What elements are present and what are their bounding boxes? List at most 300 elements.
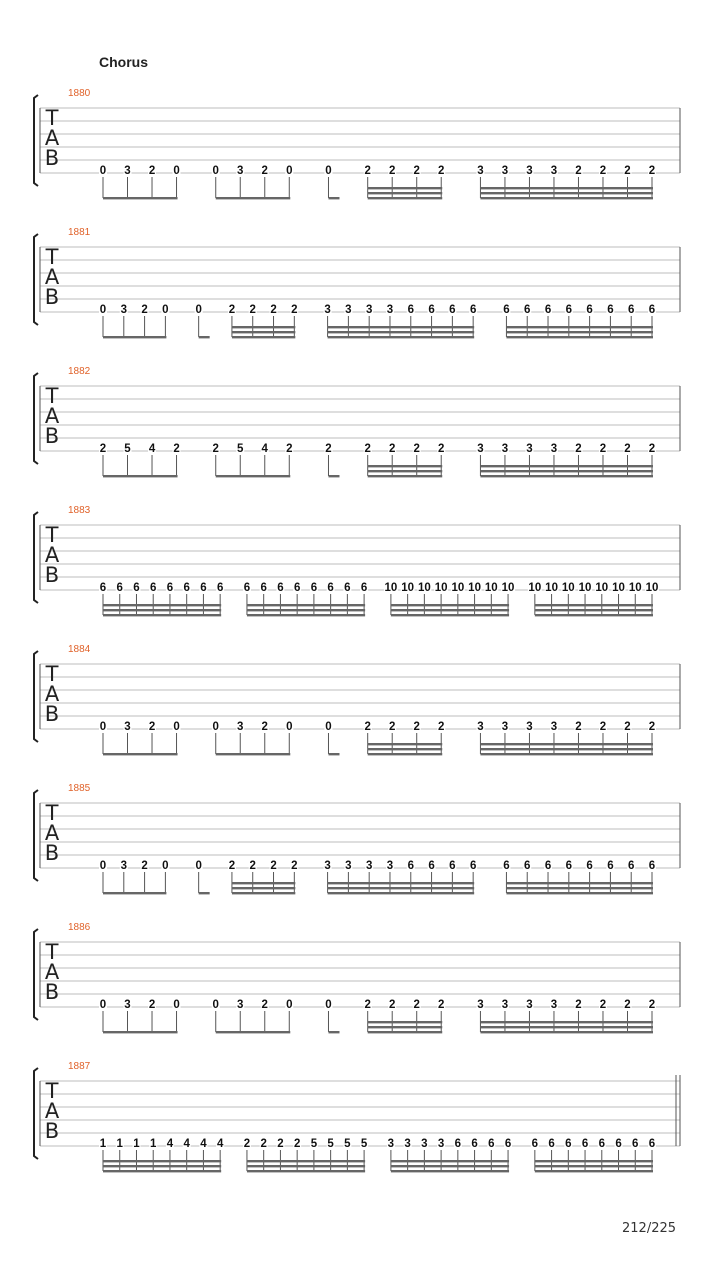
fret-number: 0 — [325, 165, 332, 177]
fret-number: 2 — [648, 999, 656, 1011]
fret-number: 6 — [607, 304, 614, 316]
beam — [480, 748, 653, 750]
fret-number: 0 — [99, 165, 107, 177]
fret-number: 2 — [249, 860, 256, 872]
fret-number: 2 — [648, 165, 656, 177]
fret-number: 2 — [438, 721, 445, 733]
fret-number: 6 — [471, 1138, 478, 1150]
fret-number: 2 — [413, 721, 420, 733]
fret-number: 10 — [528, 582, 542, 594]
beam — [328, 326, 475, 328]
fret-number: 3 — [501, 443, 509, 455]
beam — [103, 1031, 178, 1033]
fret-number: 1 — [99, 1138, 107, 1150]
fret-number: 3 — [345, 304, 352, 316]
fret-number: 6 — [628, 860, 635, 872]
beam — [328, 475, 339, 477]
beam — [328, 887, 475, 889]
tab-clef-letter: A — [44, 404, 60, 428]
fret-number: 3 — [365, 860, 373, 872]
beam — [368, 197, 443, 199]
fret-number: 3 — [526, 721, 533, 733]
fret-number: 3 — [421, 1138, 428, 1150]
section-label: Chorus — [99, 54, 148, 70]
fret-number: 3 — [120, 304, 127, 316]
beam — [232, 336, 295, 338]
beam — [103, 614, 221, 616]
fret-number: 10 — [451, 582, 465, 594]
fret-number: 2 — [413, 165, 420, 177]
fret-number: 2 — [575, 443, 582, 455]
beam — [368, 470, 443, 472]
fret-number: 6 — [648, 1138, 656, 1150]
fret-number: 3 — [124, 165, 131, 177]
fret-number: 4 — [261, 443, 268, 455]
fret-number: 4 — [200, 1138, 207, 1150]
tab-system-1886 — [34, 922, 680, 1033]
fret-number: 0 — [325, 999, 332, 1011]
beam — [480, 1021, 653, 1023]
beam — [199, 892, 210, 894]
beam — [328, 882, 475, 884]
fret-number: 6 — [548, 1138, 555, 1150]
fret-number: 6 — [565, 304, 573, 316]
beam — [247, 614, 365, 616]
fret-number: 6 — [243, 582, 251, 594]
fret-number: 2 — [261, 721, 268, 733]
fret-number: 3 — [550, 999, 558, 1011]
fret-number: 2 — [575, 999, 582, 1011]
beam — [506, 336, 653, 338]
fret-number: 2 — [599, 443, 607, 455]
fret-number: 0 — [99, 860, 107, 872]
beam — [535, 1160, 653, 1162]
fret-number: 10 — [595, 582, 609, 594]
tab-clef-letter: B — [44, 980, 60, 1004]
fret-number: 6 — [327, 582, 334, 594]
tab-system-1884 — [34, 644, 680, 755]
fret-number: 2 — [438, 443, 445, 455]
beam — [328, 197, 339, 199]
fret-number: 3 — [386, 860, 394, 872]
fret-number: 2 — [413, 999, 420, 1011]
beam — [216, 1031, 291, 1033]
fret-number: 2 — [148, 165, 156, 177]
fret-number: 3 — [124, 999, 131, 1011]
fret-number: 6 — [524, 860, 531, 872]
beam — [103, 1165, 221, 1167]
fret-number: 2 — [624, 721, 631, 733]
fret-number: 6 — [586, 304, 593, 316]
system-bracket — [34, 512, 38, 603]
measure-number: 1887 — [68, 1061, 91, 1072]
beam — [103, 1160, 221, 1162]
fret-number: 5 — [344, 1138, 351, 1150]
beam — [328, 1031, 339, 1033]
tab-clef-letter: T — [45, 384, 59, 408]
fret-number: 6 — [293, 582, 301, 594]
measure-number: 1881 — [68, 227, 91, 238]
tab-clef-letter: B — [44, 146, 60, 170]
beam — [391, 1165, 509, 1167]
measure-number: 1885 — [68, 783, 91, 794]
fret-number: 5 — [124, 443, 131, 455]
fret-number: 3 — [237, 165, 244, 177]
beam — [535, 609, 653, 611]
fret-number: 6 — [615, 1138, 622, 1150]
tab-clef-letter: T — [45, 940, 59, 964]
fret-number: 2 — [148, 721, 156, 733]
fret-number: 2 — [648, 721, 656, 733]
tab-clef-letter: B — [44, 702, 60, 726]
beam — [391, 614, 509, 616]
fret-number: 10 — [501, 582, 515, 594]
beam — [368, 192, 443, 194]
beam — [480, 192, 653, 194]
fret-number: 3 — [124, 721, 131, 733]
tab-clef-letter: B — [44, 424, 60, 448]
fret-number: 6 — [260, 582, 267, 594]
fret-number: 2 — [148, 999, 156, 1011]
beam — [506, 331, 653, 333]
fret-number: 6 — [183, 582, 190, 594]
tab-system-1882 — [34, 366, 680, 477]
fret-number: 2 — [599, 721, 607, 733]
fret-number: 6 — [116, 582, 123, 594]
fret-number: 2 — [261, 165, 268, 177]
fret-number: 1 — [133, 1138, 140, 1150]
beam — [247, 604, 365, 606]
fret-number: 3 — [501, 999, 509, 1011]
fret-number: 0 — [99, 999, 107, 1011]
system-bracket — [34, 929, 38, 1020]
beam — [328, 892, 475, 894]
beam — [391, 1160, 509, 1162]
fret-number: 6 — [504, 1138, 512, 1150]
fret-number: 2 — [364, 165, 371, 177]
beam — [199, 336, 210, 338]
fret-number: 2 — [599, 165, 607, 177]
fret-number: 2 — [277, 1138, 284, 1150]
system-bracket — [34, 95, 38, 186]
fret-number: 6 — [581, 1138, 589, 1150]
beam — [216, 197, 291, 199]
fret-number: 6 — [449, 304, 456, 316]
fret-number: 6 — [454, 1138, 462, 1150]
fret-number: 3 — [324, 304, 331, 316]
fret-number: 2 — [624, 165, 631, 177]
fret-number: 2 — [212, 443, 219, 455]
fret-number: 3 — [477, 443, 484, 455]
beam — [535, 1165, 653, 1167]
beam — [232, 326, 295, 328]
fret-number: 6 — [632, 1138, 639, 1150]
fret-number: 6 — [648, 304, 656, 316]
fret-number: 6 — [524, 304, 531, 316]
fret-number: 2 — [141, 860, 148, 872]
fret-number: 2 — [228, 860, 236, 872]
beam — [247, 1170, 365, 1172]
beam — [535, 614, 653, 616]
fret-number: 2 — [438, 999, 445, 1011]
fret-number: 3 — [120, 860, 127, 872]
beam — [480, 465, 653, 467]
beam — [247, 609, 365, 611]
fret-number: 0 — [286, 721, 293, 733]
fret-number: 6 — [565, 860, 573, 872]
fret-number: 6 — [488, 1138, 495, 1150]
fret-number: 6 — [586, 860, 593, 872]
fret-number: 10 — [417, 582, 431, 594]
beam — [103, 1170, 221, 1172]
fret-number: 2 — [389, 165, 396, 177]
beam — [103, 753, 178, 755]
fret-number: 10 — [434, 582, 448, 594]
fret-number: 0 — [99, 721, 107, 733]
fret-number: 6 — [166, 582, 174, 594]
fret-number: 2 — [575, 721, 582, 733]
fret-number: 2 — [228, 304, 236, 316]
fret-number: 10 — [645, 582, 659, 594]
beam — [391, 609, 509, 611]
fret-number: 2 — [99, 443, 107, 455]
tab-system-1881 — [34, 227, 680, 338]
measure-number: 1886 — [68, 922, 91, 933]
beam — [247, 1165, 365, 1167]
fret-number: 6 — [407, 860, 414, 872]
fret-number: 6 — [133, 582, 140, 594]
fret-number: 6 — [531, 1138, 539, 1150]
fret-number: 10 — [612, 582, 625, 594]
tab-clef-letter: B — [44, 563, 60, 587]
fret-number: 0 — [195, 304, 202, 316]
fret-number: 3 — [550, 443, 558, 455]
fret-number: 2 — [293, 1138, 301, 1150]
fret-number: 0 — [173, 721, 180, 733]
fret-number: 6 — [428, 304, 435, 316]
fret-number: 3 — [404, 1138, 411, 1150]
measure-number: 1880 — [68, 88, 91, 99]
fret-number: 0 — [173, 165, 180, 177]
fret-number: 0 — [325, 721, 332, 733]
beam — [103, 197, 178, 199]
fret-number: 3 — [237, 721, 244, 733]
tab-clef-letter: T — [45, 523, 59, 547]
fret-number: 6 — [565, 1138, 572, 1150]
fret-number: 0 — [162, 304, 169, 316]
fret-number: 2 — [260, 1138, 267, 1150]
fret-number: 6 — [628, 304, 635, 316]
fret-number: 3 — [550, 721, 558, 733]
beam — [506, 892, 653, 894]
beam — [480, 197, 653, 199]
beam — [391, 1170, 509, 1172]
beam — [232, 892, 295, 894]
system-bracket — [34, 651, 38, 742]
tab-clef-letter: T — [45, 245, 59, 269]
beam — [480, 187, 653, 189]
fret-number: 6 — [469, 304, 477, 316]
fret-number: 0 — [286, 999, 293, 1011]
beam — [103, 336, 166, 338]
tab-clef-letter: A — [44, 1099, 60, 1123]
fret-number: 6 — [598, 1138, 605, 1150]
fret-number: 2 — [173, 443, 180, 455]
tab-clef-letter: A — [44, 543, 60, 567]
fret-number: 6 — [200, 582, 207, 594]
fret-number: 0 — [162, 860, 169, 872]
fret-number: 10 — [545, 582, 558, 594]
beam — [368, 748, 443, 750]
fret-number: 4 — [148, 443, 156, 455]
fret-number: 2 — [413, 443, 420, 455]
fret-number: 6 — [544, 304, 552, 316]
fret-number: 5 — [310, 1138, 318, 1150]
beam — [328, 331, 475, 333]
tab-system-1887 — [34, 1061, 680, 1172]
fret-number: 2 — [270, 304, 277, 316]
fret-number: 3 — [324, 860, 331, 872]
fret-number: 3 — [550, 165, 558, 177]
fret-number: 10 — [578, 582, 592, 594]
fret-number: 10 — [384, 582, 398, 594]
beam — [506, 882, 653, 884]
system-bracket — [34, 373, 38, 464]
tab-clef-letter: A — [44, 126, 60, 150]
measure-number: 1884 — [68, 644, 91, 655]
fret-number: 6 — [428, 860, 435, 872]
fret-number: 5 — [237, 443, 244, 455]
fret-number: 3 — [387, 1138, 395, 1150]
fret-number: 4 — [183, 1138, 190, 1150]
fret-number: 2 — [364, 443, 371, 455]
tab-clef-letter: T — [45, 1079, 59, 1103]
beam — [535, 1170, 653, 1172]
tab-clef-letter: A — [44, 682, 60, 706]
fret-number: 10 — [484, 582, 498, 594]
system-bracket — [34, 234, 38, 325]
fret-number: 10 — [468, 582, 481, 594]
fret-number: 3 — [477, 721, 484, 733]
tab-clef-letter: B — [44, 285, 60, 309]
fret-number: 3 — [477, 165, 484, 177]
fret-number: 2 — [249, 304, 256, 316]
beam — [480, 753, 653, 755]
fret-number: 6 — [407, 304, 414, 316]
fret-number: 4 — [216, 1138, 224, 1150]
tab-clef-letter: A — [44, 960, 60, 984]
beam — [535, 604, 653, 606]
fret-number: 10 — [401, 582, 415, 594]
beam — [368, 187, 443, 189]
beam — [480, 470, 653, 472]
fret-number: 6 — [344, 582, 351, 594]
tab-system-1885 — [34, 783, 680, 894]
fret-number: 6 — [150, 582, 157, 594]
tab-system-1883 — [34, 505, 680, 616]
beam — [368, 1026, 443, 1028]
beam — [480, 1026, 653, 1028]
fret-number: 3 — [501, 165, 509, 177]
fret-number: 2 — [325, 443, 332, 455]
tab-clef-letter: T — [45, 662, 59, 686]
fret-number: 3 — [477, 999, 484, 1011]
beam — [368, 1021, 443, 1023]
fret-number: 2 — [286, 443, 293, 455]
fret-number: 3 — [237, 999, 244, 1011]
fret-number: 0 — [173, 999, 180, 1011]
fret-number: 6 — [216, 582, 224, 594]
beam — [480, 743, 653, 745]
beam — [103, 604, 221, 606]
fret-number: 1 — [150, 1138, 157, 1150]
tab-clef-letter: T — [45, 106, 59, 130]
fret-number: 2 — [261, 999, 268, 1011]
fret-number: 3 — [526, 165, 533, 177]
fret-number: 6 — [503, 860, 510, 872]
beam — [368, 1031, 443, 1033]
fret-number: 2 — [270, 860, 277, 872]
measure-number: 1883 — [68, 505, 91, 516]
tab-system-1880 — [34, 88, 680, 199]
beam — [103, 475, 178, 477]
beam — [103, 892, 166, 894]
fret-number: 6 — [277, 582, 284, 594]
beam — [232, 331, 295, 333]
fret-number: 0 — [195, 860, 202, 872]
fret-number: 0 — [212, 721, 219, 733]
fret-number: 2 — [389, 721, 396, 733]
beam — [480, 1031, 653, 1033]
beam — [328, 753, 339, 755]
fret-number: 2 — [364, 721, 371, 733]
fret-number: 2 — [624, 999, 631, 1011]
fret-number: 4 — [166, 1138, 174, 1150]
beam — [232, 887, 295, 889]
fret-number: 3 — [501, 721, 509, 733]
fret-number: 2 — [243, 1138, 251, 1150]
fret-number: 3 — [345, 860, 352, 872]
fret-number: 0 — [212, 165, 219, 177]
beam — [368, 743, 443, 745]
fret-number: 0 — [99, 304, 107, 316]
beam — [368, 475, 443, 477]
fret-number: 0 — [212, 999, 219, 1011]
fret-number: 6 — [648, 860, 656, 872]
fret-number: 2 — [575, 165, 582, 177]
beam — [506, 326, 653, 328]
fret-number: 3 — [365, 304, 373, 316]
system-bracket — [34, 790, 38, 881]
tab-clef-letter: B — [44, 1119, 60, 1143]
fret-number: 1 — [116, 1138, 123, 1150]
fret-number: 2 — [648, 443, 656, 455]
beam — [232, 882, 295, 884]
beam — [216, 475, 291, 477]
fret-number: 3 — [526, 443, 533, 455]
fret-number: 6 — [310, 582, 318, 594]
fret-number: 10 — [628, 582, 642, 594]
beam — [328, 336, 475, 338]
tab-clef-letter: B — [44, 841, 60, 865]
fret-number: 2 — [389, 999, 396, 1011]
beam — [391, 604, 509, 606]
beam — [103, 609, 221, 611]
fret-number: 0 — [286, 165, 293, 177]
fret-number: 2 — [291, 860, 298, 872]
beam — [247, 1160, 365, 1162]
fret-number: 3 — [526, 999, 533, 1011]
